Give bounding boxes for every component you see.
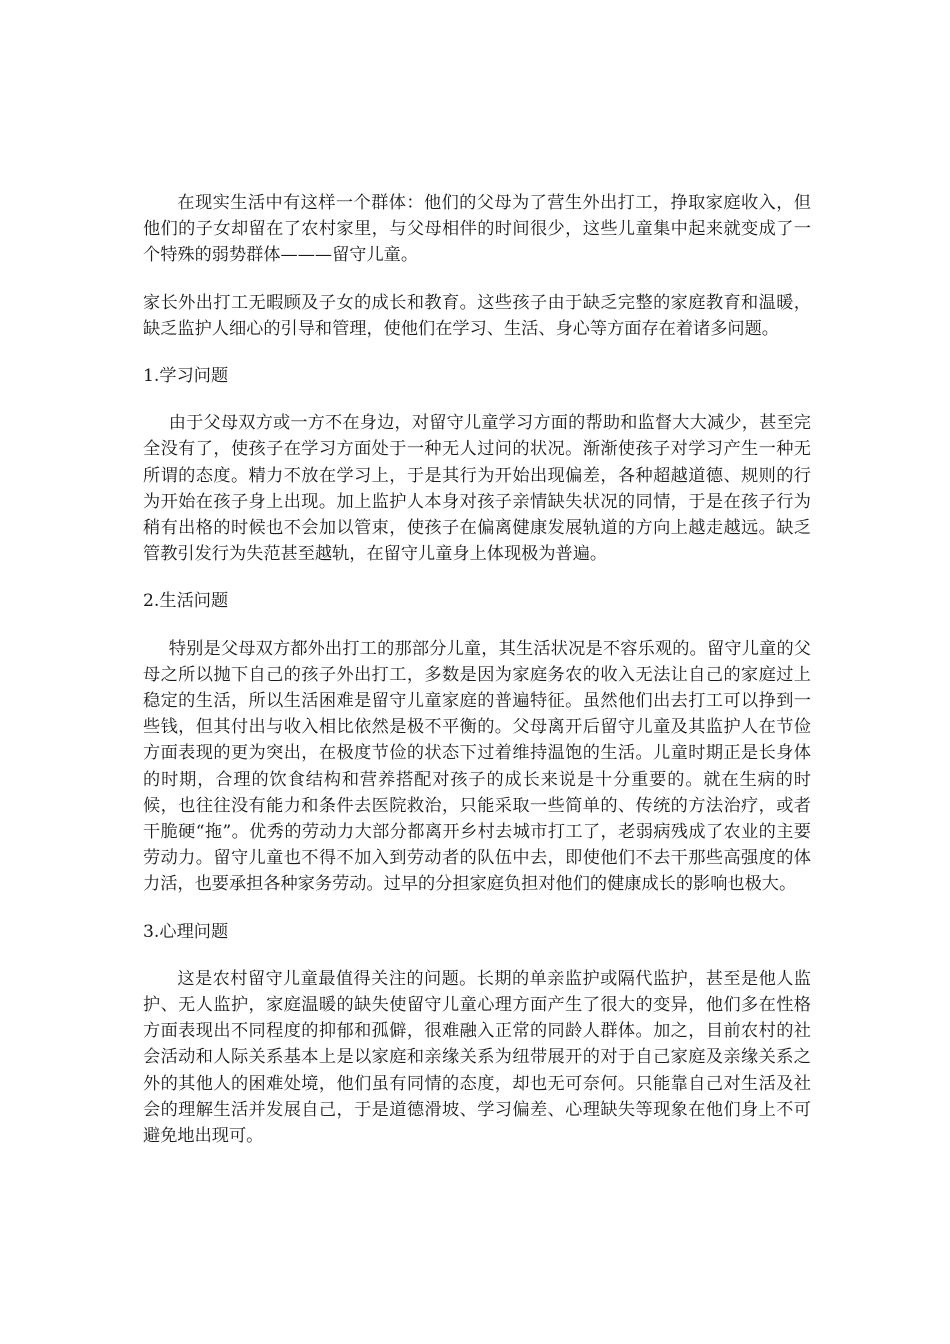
section-body-psychology: 这是农村留守儿童最值得关注的问题。长期的单亲监护或隔代监护，甚至是他人监护、无人监护，家庭温暖的缺失使留守儿童心理方面产生了很大的变异，他们多在性格方面表现出不同程度的抑郁和孤僻，很难融入正常的同龄人群体。加之，目前农村的社会活动和人际关系基本上是以家庭和亲缘关系为纽带展开的对于自己家庭及亲缘关系之外的其他人的困难处境，他们虽有同情的态度，却也无可奈何。只能靠自己对生活及社会的理解生活并发展自己，于是道德滑坡、学习偏差、心理缺失等现象在他们身上不可避免地出现可。 — [143, 968, 811, 1147]
intro-paragraph: 在现实生活中有这样一个群体：他们的父母为了营生外出打工，挣取家庭收入，但他们的子女却留在了农村家里，与父母相伴的时间很少，这些儿童集中起来就变成了一个特殊的弱势群体———留守儿童。 — [143, 193, 811, 266]
section-heading-study: 1.学习问题 — [143, 366, 229, 387]
document-page — [143, 190, 811, 1170]
section-body-life: 特别是父母双方都外出打工的那部分儿童，其生活状况是不容乐观的。留守儿童的父母之所以抛下自己的孩子外出打工，多数是因为家庭务农的收入无法让自己的家庭过上稳定的生活，所以生活困难是留守儿童家庭的普遍特征。虽然他们出去打工可以挣到一些钱，但其付出与收入相比依然是极不平衡的。父母离开后留守儿童及其监护人在节俭方面表现的更为突出，在极度节俭的状态下过着维持温饱的生活。儿童时期正是长身体的时期，合理的饮食结构和营养搭配对孩子的成长来说是十分重要的。就在生病的时候，也往往没有能力和条件去医院救治，只能采取一些简单的、传统的方法治疗，或者干脆硬“拖”。优秀的劳动力大部分都离开乡村去城市打工了，老弱病残成了农业的主要劳动力。留守儿童也不得不加入到劳动者的队伍中去，即使他们不去干那些高强度的体力活，也要承担各种家务劳动。过早的分担家庭负担对他们的健康成长的影响也极大。 — [143, 638, 811, 895]
section-heading-life: 2.生活问题 — [143, 591, 229, 612]
section-heading-psychology: 3.心理问题 — [143, 921, 229, 942]
section-body-study: 由于父母双方或一方不在身边，对留守儿童学习方面的帮助和监督大大减少，甚至完全没有了，使孩子在学习方面处于一种无人过问的状况。渐渐使孩子对学习产生一种无所谓的态度。精力不放在学习上，于是其行为开始出现偏差，各种超越道德、规则的行为开始在孩子身上出现。加上监护人本身对孩子亲情缺失状况的同情，于是在孩子行为稍有出格的时候也不会加以管束，使孩子在偏离健康发展轨道的方向上越走越远。缺乏管教引发行为失范甚至越轨，在留守儿童身上体现极为普遍。 — [143, 413, 811, 565]
overview-paragraph: 家长外出打工无暇顾及子女的成长和教育。这些孩子由于缺乏完整的家庭教育和温暖，缺乏监护人细心的引导和管理，使他们在学习、生活、身心等方面存在着诸多问题。 — [143, 292, 811, 339]
